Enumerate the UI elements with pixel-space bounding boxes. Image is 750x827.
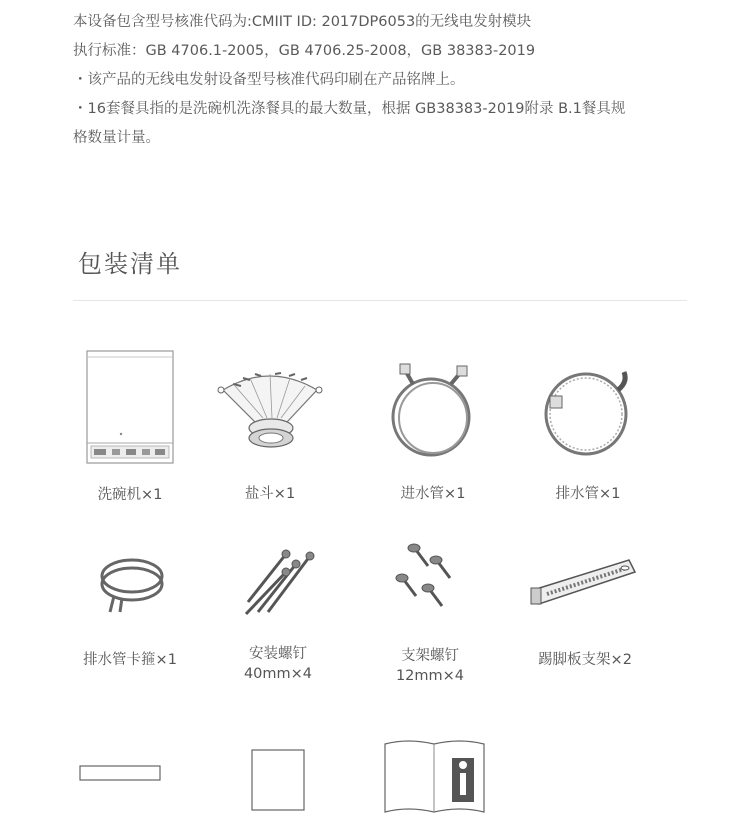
item-label: 踢脚板支架×2 — [538, 652, 632, 668]
item-long-screws — [193, 540, 363, 684]
info-line: 本设备包含型号核准代码为:CMIIT ID: 2017DP6053的无线电发射模块 — [73, 14, 532, 30]
item-detail: 12mm×4 — [395, 668, 465, 684]
item-label: 支架螺钉 — [401, 648, 459, 664]
dishwasher-icon — [80, 348, 180, 470]
item-pad — [195, 748, 365, 818]
item-kickplate-bracket — [500, 550, 670, 670]
inlet-hose-icon — [383, 362, 483, 462]
info-line: 格数量计量。 — [73, 130, 160, 146]
manual-icon — [380, 738, 490, 818]
item-manual — [350, 738, 520, 818]
short-screws-icon — [380, 540, 480, 620]
info-line: ・16套餐具指的是洗碗机洗涤餐具的最大数量，根据 GB38383-2019附录 B.1餐具规 — [73, 101, 626, 117]
item-label: 洗碗机×1 — [97, 487, 163, 503]
item-inlet-hose — [348, 362, 518, 504]
packing-list-title: 包装清单 — [78, 250, 182, 278]
item-detail: 40mm×4 — [243, 666, 313, 682]
item-hose-clamp — [45, 548, 215, 670]
strip-icon — [70, 760, 170, 790]
compliance-info — [73, 8, 693, 153]
long-screws-icon — [228, 540, 328, 620]
info-line: ・该产品的无线电发射设备型号核准代码印刷在产品铭牌上。 — [73, 72, 465, 88]
item-salt-funnel — [185, 360, 355, 504]
kickplate-bracket-icon — [525, 550, 645, 610]
item-strip — [35, 760, 205, 790]
item-label: 排水管卡箍×1 — [83, 652, 177, 668]
item-label: 安装螺钉 — [249, 646, 307, 662]
item-drain-hose — [503, 362, 673, 504]
item-short-screws — [345, 540, 515, 686]
salt-funnel-icon — [215, 360, 325, 460]
drain-hose-icon — [538, 362, 638, 462]
info-line: 执行标准：GB 4706.1-2005，GB 4706.25-2008，GB 38383-2019 — [73, 43, 536, 59]
section-divider — [73, 300, 687, 301]
hose-clamp-icon — [80, 548, 180, 618]
pad-icon — [250, 748, 310, 818]
item-label: 盐斗×1 — [244, 486, 296, 502]
item-label: 进水管×1 — [400, 486, 466, 502]
item-label: 排水管×1 — [555, 486, 621, 502]
